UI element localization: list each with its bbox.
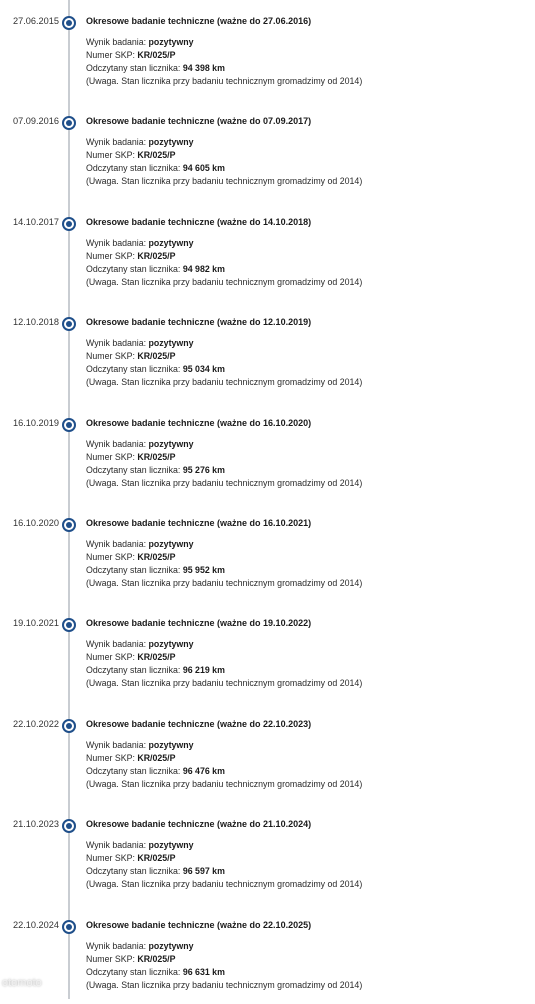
odometer-label: Odczytany stan licznika: (86, 364, 181, 375)
timeline-entry (0, 502, 535, 602)
odometer-value: 96 631 km (182, 966, 225, 977)
result-label: Wynik badania: (86, 438, 147, 449)
skp-row (86, 551, 362, 564)
skp-label: Numer SKP: (86, 752, 135, 763)
skp-row (86, 752, 362, 765)
odometer-row (86, 966, 362, 979)
odometer-value: 96 597 km (182, 866, 225, 877)
timeline-entry (0, 201, 535, 301)
odometer-value: 96 476 km (182, 765, 225, 776)
inspection-date: 19.10.2021 (13, 618, 59, 629)
result-value: pozytywny (148, 739, 194, 750)
inspection-title: Okresowe badanie techniczne (ważne do 22.10.2025) (86, 919, 312, 930)
result-row (86, 237, 362, 250)
inspection-title: Okresowe badanie techniczne (ważne do 19.10.2022) (86, 618, 312, 629)
timeline-dot-icon (62, 920, 76, 934)
result-label: Wynik badania: (86, 37, 147, 47)
inspection-details (86, 739, 362, 791)
result-row (86, 36, 362, 49)
inspection-date: 16.10.2020 (13, 518, 59, 528)
skp-row (86, 350, 362, 363)
inspection-details (86, 237, 362, 289)
result-value: pozytywny (148, 37, 194, 47)
inspection-title: Okresowe badanie techniczne (ważne do 16.10.2021) (86, 518, 312, 528)
result-row (86, 638, 362, 651)
result-label: Wynik badania: (86, 840, 147, 851)
inspection-details (86, 940, 362, 992)
result-value: pozytywny (148, 338, 194, 349)
odometer-note: (Uwaga. Stan licznika przy badaniu technicznym gromadzimy od 2014) (86, 778, 363, 789)
odometer-label: Odczytany stan licznika: (86, 966, 181, 977)
inspection-details (86, 337, 362, 389)
odometer-label: Odczytany stan licznika: (86, 565, 181, 575)
inspection-date: 12.10.2018 (13, 317, 59, 328)
odometer-note: (Uwaga. Stan licznika przy badaniu technicznym gromadzimy od 2014) (86, 879, 363, 890)
inspection-date: 22.10.2022 (13, 718, 59, 729)
timeline-dot-icon (62, 719, 76, 733)
inspection-details (86, 638, 362, 690)
odometer-label: Odczytany stan licznika: (86, 665, 181, 676)
inspection-details (86, 36, 362, 88)
result-row (86, 136, 362, 149)
result-row (86, 337, 362, 350)
result-label: Wynik badania: (86, 338, 147, 349)
inspection-date: 22.10.2024 (13, 919, 59, 930)
result-value: pozytywny (148, 940, 194, 951)
skp-row (86, 953, 362, 966)
odometer-row (86, 765, 362, 778)
result-row (86, 739, 362, 752)
skp-label: Numer SKP: (86, 250, 135, 261)
odometer-label: Odczytany stan licznika: (86, 263, 181, 274)
odometer-note: (Uwaga. Stan licznika przy badaniu technicznym gromadzimy od 2014) (86, 176, 363, 187)
odometer-note: (Uwaga. Stan licznika przy badaniu technicznym gromadzimy od 2014) (86, 578, 363, 588)
timeline-entry (0, 904, 535, 1004)
inspection-title: Okresowe badanie techniczne (ważne do 07.09.2017) (86, 116, 312, 127)
skp-value: KR/025/P (137, 250, 176, 261)
inspection-title: Okresowe badanie techniczne (ważne do 16.10.2020) (86, 417, 312, 428)
skp-value: KR/025/P (137, 953, 176, 964)
odometer-row (86, 263, 362, 276)
result-value: pozytywny (148, 137, 194, 148)
skp-value: KR/025/P (137, 752, 176, 763)
timeline-entry (0, 803, 535, 903)
odometer-note: (Uwaga. Stan licznika przy badaniu technicznym gromadzimy od 2014) (86, 276, 363, 287)
odometer-note: (Uwaga. Stan licznika przy badaniu technicznym gromadzimy od 2014) (86, 678, 363, 689)
inspection-title: Okresowe badanie techniczne (ważne do 21.10.2024) (86, 819, 312, 830)
skp-label: Numer SKP: (86, 853, 135, 864)
result-label: Wynik badania: (86, 940, 147, 951)
timeline-dot-icon (62, 819, 76, 833)
skp-label: Numer SKP: (86, 351, 135, 362)
inspection-title: Okresowe badanie techniczne (ważne do 12.10.2019) (86, 317, 312, 328)
skp-label: Numer SKP: (86, 953, 135, 964)
timeline-entry (0, 0, 535, 100)
result-row (86, 538, 362, 551)
odometer-value: 94 398 km (182, 63, 225, 73)
result-value: pozytywny (148, 237, 194, 248)
result-value: pozytywny (148, 840, 194, 851)
odometer-value: 94 605 km (182, 163, 225, 174)
timeline-entry (0, 100, 535, 200)
inspection-details (86, 136, 362, 188)
result-label: Wynik badania: (86, 137, 147, 148)
odometer-value: 95 952 km (182, 565, 225, 575)
timeline-dot-icon (62, 116, 76, 130)
timeline-dot-icon (62, 418, 76, 432)
odometer-row (86, 664, 362, 677)
odometer-note: (Uwaga. Stan licznika przy badaniu technicznym gromadzimy od 2014) (86, 477, 363, 488)
skp-row (86, 651, 362, 664)
timeline-dot-icon (62, 16, 76, 30)
watermark-logo: otomoto (2, 977, 42, 989)
inspection-date: 21.10.2023 (13, 819, 59, 830)
odometer-label: Odczytany stan licznika: (86, 163, 181, 174)
skp-label: Numer SKP: (86, 652, 135, 663)
odometer-value: 95 276 km (182, 464, 225, 475)
inspection-date: 16.10.2019 (13, 417, 59, 428)
result-label: Wynik badania: (86, 739, 147, 750)
skp-row (86, 852, 362, 865)
timeline-dot-icon (62, 518, 76, 532)
skp-row (86, 149, 362, 162)
result-row (86, 438, 362, 451)
odometer-row (86, 162, 362, 175)
inspection-details (86, 538, 362, 590)
skp-label: Numer SKP: (86, 451, 135, 462)
result-label: Wynik badania: (86, 639, 147, 650)
skp-row (86, 451, 362, 464)
odometer-value: 94 982 km (182, 263, 225, 274)
inspection-details (86, 438, 362, 490)
odometer-note: (Uwaga. Stan licznika przy badaniu technicznym gromadzimy od 2014) (86, 979, 363, 990)
result-label: Wynik badania: (86, 237, 147, 248)
skp-value: KR/025/P (137, 552, 176, 562)
odometer-row (86, 564, 362, 577)
result-label: Wynik badania: (86, 539, 147, 549)
result-row (86, 839, 362, 852)
odometer-label: Odczytany stan licznika: (86, 63, 181, 73)
timeline-entry (0, 602, 535, 702)
skp-value: KR/025/P (137, 50, 176, 60)
inspection-title: Okresowe badanie techniczne (ważne do 27.06.2016) (86, 16, 312, 26)
odometer-row (86, 865, 362, 878)
skp-label: Numer SKP: (86, 552, 135, 562)
odometer-value: 96 219 km (182, 665, 225, 676)
skp-value: KR/025/P (137, 853, 176, 864)
odometer-label: Odczytany stan licznika: (86, 464, 181, 475)
odometer-label: Odczytany stan licznika: (86, 866, 181, 877)
inspection-date: 07.09.2016 (13, 116, 59, 127)
timeline-dot-icon (62, 317, 76, 331)
result-value: pozytywny (148, 438, 194, 449)
inspection-date: 14.10.2017 (13, 216, 59, 227)
result-value: pozytywny (148, 639, 194, 650)
odometer-row (86, 363, 362, 376)
odometer-label: Odczytany stan licznika: (86, 765, 181, 776)
inspection-details (86, 839, 362, 891)
timeline-entry (0, 402, 535, 502)
inspection-title: Okresowe badanie techniczne (ważne do 22.10.2023) (86, 718, 312, 729)
skp-row (86, 250, 362, 263)
timeline-dot-icon (62, 217, 76, 231)
skp-label: Numer SKP: (86, 150, 135, 161)
timeline-dot-icon (62, 618, 76, 632)
inspection-title: Okresowe badanie techniczne (ważne do 14.10.2018) (86, 216, 312, 227)
result-row (86, 940, 362, 953)
odometer-value: 95 034 km (182, 364, 225, 375)
timeline-entry (0, 703, 535, 803)
skp-row (86, 49, 362, 62)
skp-value: KR/025/P (137, 451, 176, 462)
skp-label: Numer SKP: (86, 50, 135, 60)
skp-value: KR/025/P (137, 351, 176, 362)
odometer-row (86, 464, 362, 477)
skp-value: KR/025/P (137, 150, 176, 161)
inspection-date: 27.06.2015 (13, 16, 59, 26)
result-value: pozytywny (148, 539, 194, 549)
odometer-note: (Uwaga. Stan licznika przy badaniu technicznym gromadzimy od 2014) (86, 377, 363, 388)
timeline-entry (0, 301, 535, 401)
skp-value: KR/025/P (137, 652, 176, 663)
odometer-note: (Uwaga. Stan licznika przy badaniu technicznym gromadzimy od 2014) (86, 76, 363, 86)
odometer-row (86, 62, 362, 75)
